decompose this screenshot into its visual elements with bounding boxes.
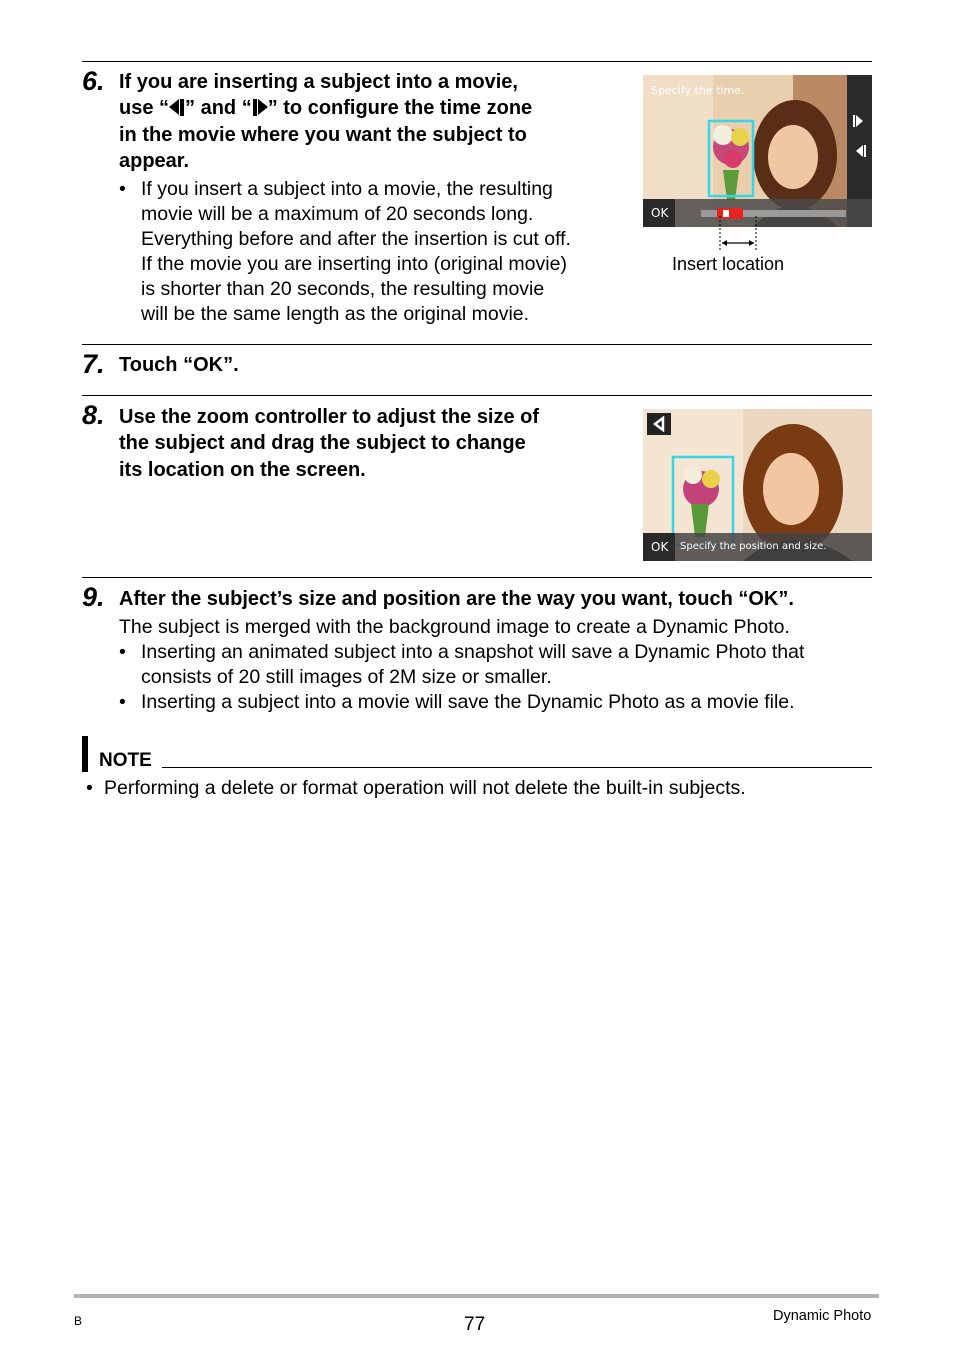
section-divider: [82, 395, 872, 396]
note-marker: [82, 736, 88, 772]
scene-illustration: [643, 409, 872, 561]
bar-icon: [180, 99, 184, 116]
bullet-dot: •: [119, 691, 126, 713]
step-heading: After the subject’s size and position are the way you want, touch “OK”.: [119, 588, 794, 610]
bar-icon: [253, 99, 257, 116]
step-body: The subject is merged with the background image to create a Dynamic Photo.: [119, 616, 790, 638]
ok-button: OK: [651, 206, 669, 220]
bullet-item: [119, 640, 879, 690]
footer-left: B: [74, 1314, 83, 1328]
insert-location-marker: [715, 216, 761, 250]
bullet-item: [119, 690, 879, 715]
screen-instruction: Specify the position and size.: [680, 541, 827, 552]
forward-icon: [258, 99, 268, 115]
step-heading: [119, 69, 619, 174]
screen-instruction: Specify the time.: [651, 84, 745, 97]
page-number: 77: [464, 1314, 486, 1335]
camera-screen-time: [643, 75, 872, 227]
note-bullet: [82, 776, 872, 801]
bullet-text: Inserting a subject into a movie will save the Dynamic Photo as a movie file.: [141, 691, 795, 713]
section-divider: [82, 577, 872, 578]
heading-line: [119, 95, 619, 121]
step-number: 6.: [82, 66, 105, 96]
step-number: 8.: [82, 400, 105, 430]
heading-line: Use the zoom controller to adjust the size of: [119, 406, 540, 428]
heading-line: the subject and drag the subject to change: [119, 432, 526, 455]
bullet-dot: •: [119, 178, 126, 200]
heading-line: appear.: [119, 149, 190, 172]
footer-rule: [74, 1294, 879, 1298]
section-divider: [82, 344, 872, 345]
heading-text: ” to configure the time zone: [267, 97, 533, 120]
scene-illustration: [643, 75, 872, 227]
footer-section: Dynamic Photo: [773, 1308, 872, 1324]
ok-button: OK: [651, 540, 669, 554]
bullet-dot: •: [86, 777, 93, 799]
note-rule: [162, 767, 872, 768]
step-heading: [119, 404, 619, 483]
heading-line: its location on the screen.: [119, 458, 366, 481]
heading-line: If you are inserting a subject into a movie,: [119, 71, 518, 93]
step-heading: Touch “OK”.: [119, 354, 239, 376]
heading-line: in the movie where you want the subject to: [119, 123, 527, 146]
step-number: 7.: [82, 349, 105, 379]
bullet-text: Inserting an animated subject into a snapshot will save a Dynamic Photo that consists of 20 still images of 2M size or smaller.: [141, 641, 805, 688]
heading-text: ” and “: [185, 97, 252, 120]
camera-screen-position: [643, 409, 872, 561]
rewind-icon: [169, 99, 179, 115]
note-label: NOTE: [99, 750, 152, 771]
heading-text: use “: [119, 97, 170, 120]
bullet-item: [119, 177, 619, 332]
step-number: 9.: [82, 582, 105, 612]
bullet-dot: •: [119, 641, 126, 663]
section-divider: [82, 61, 872, 62]
insert-location-caption: Insert location: [672, 254, 785, 274]
bullet-text: Performing a delete or format operation will not delete the built-in subjects.: [104, 777, 746, 799]
bullet-text: If you insert a subject into a movie, the resulting movie will be a maximum of 20 seconds long. Everything before and after the insertion is cut off. If the movie you are inserting into (original movie) is shorter than 20 seconds, the resulting movie will be the same length as the original movie.: [141, 178, 571, 325]
